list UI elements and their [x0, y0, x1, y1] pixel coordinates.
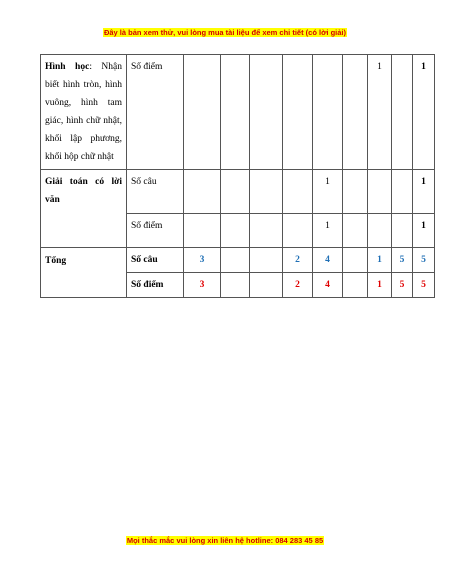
table-cell: [368, 214, 392, 248]
table-cell: 4: [313, 248, 343, 273]
table-cell: 3: [184, 273, 221, 298]
table-cell: [283, 170, 313, 214]
table-cell: [283, 214, 313, 248]
table-cell: 1: [313, 170, 343, 214]
geometry-topic-description: : Nhận biết hình tròn, hình vuông, hình tam giác, hình chữ nhật, khối lập phương, khối hộp chữ nhật: [45, 62, 122, 162]
table-cell: [221, 170, 250, 214]
total-questions-row: [41, 248, 435, 273]
geometry-topic-title: Hình học: [45, 62, 90, 72]
table-cell: [392, 170, 413, 214]
table-cell: 1: [413, 170, 435, 214]
table-cell: [184, 214, 221, 248]
table-cell: [343, 170, 368, 214]
table-cell: [343, 248, 368, 273]
table-cell: [392, 214, 413, 248]
word-problem-row-label: Số câu: [127, 170, 184, 214]
table-cell: [250, 55, 283, 170]
table-cell: [313, 55, 343, 170]
table-cell: 2: [283, 248, 313, 273]
table-cell: 1: [413, 214, 435, 248]
table-cell: [250, 170, 283, 214]
table-cell: [221, 248, 250, 273]
table-cell: 3: [184, 248, 221, 273]
table-cell: [184, 55, 221, 170]
table-cell: 5: [413, 248, 435, 273]
word-problem-topic: Giải toán có lời văn: [41, 170, 127, 248]
preview-banner-text: Đây là bản xem thử, vui lòng mua tài liệu để xem chi tiết (có lời giải): [103, 28, 347, 37]
table-cell: [283, 55, 313, 170]
preview-banner: [0, 28, 450, 37]
table-cell: [221, 55, 250, 170]
geometry-points-row: [41, 55, 435, 170]
table-cell: 1: [313, 214, 343, 248]
geometry-row-label: Số điểm: [127, 55, 184, 170]
table-cell: [392, 55, 413, 170]
table-cell: 1: [368, 248, 392, 273]
table-cell: [184, 170, 221, 214]
table-cell: [368, 170, 392, 214]
exam-matrix-table: [40, 54, 435, 298]
hotline-banner: [0, 536, 450, 545]
table-cell: 1: [368, 273, 392, 298]
total-row-label: Số điểm: [127, 273, 184, 298]
table-cell: [221, 273, 250, 298]
table-cell: 4: [313, 273, 343, 298]
table-cell: 5: [392, 273, 413, 298]
table-cell: [221, 214, 250, 248]
table-cell: [250, 214, 283, 248]
geometry-topic-cell: [41, 55, 127, 170]
table-cell: [250, 273, 283, 298]
table-cell: [343, 55, 368, 170]
hotline-banner-text: Mọi thắc mắc vui lòng xin liên hệ hotline: 084 283 45 85: [126, 536, 324, 545]
table-cell: [343, 214, 368, 248]
total-label: Tổng: [41, 248, 127, 298]
table-cell: 5: [413, 273, 435, 298]
word-problem-questions-row: [41, 170, 435, 214]
word-problem-row-label: Số điểm: [127, 214, 184, 248]
table-cell: 2: [283, 273, 313, 298]
table-cell: 1: [413, 55, 435, 170]
table-cell: 1: [368, 55, 392, 170]
table-cell: [343, 273, 368, 298]
total-row-label: Số câu: [127, 248, 184, 273]
table-cell: [250, 248, 283, 273]
table-cell: 5: [392, 248, 413, 273]
